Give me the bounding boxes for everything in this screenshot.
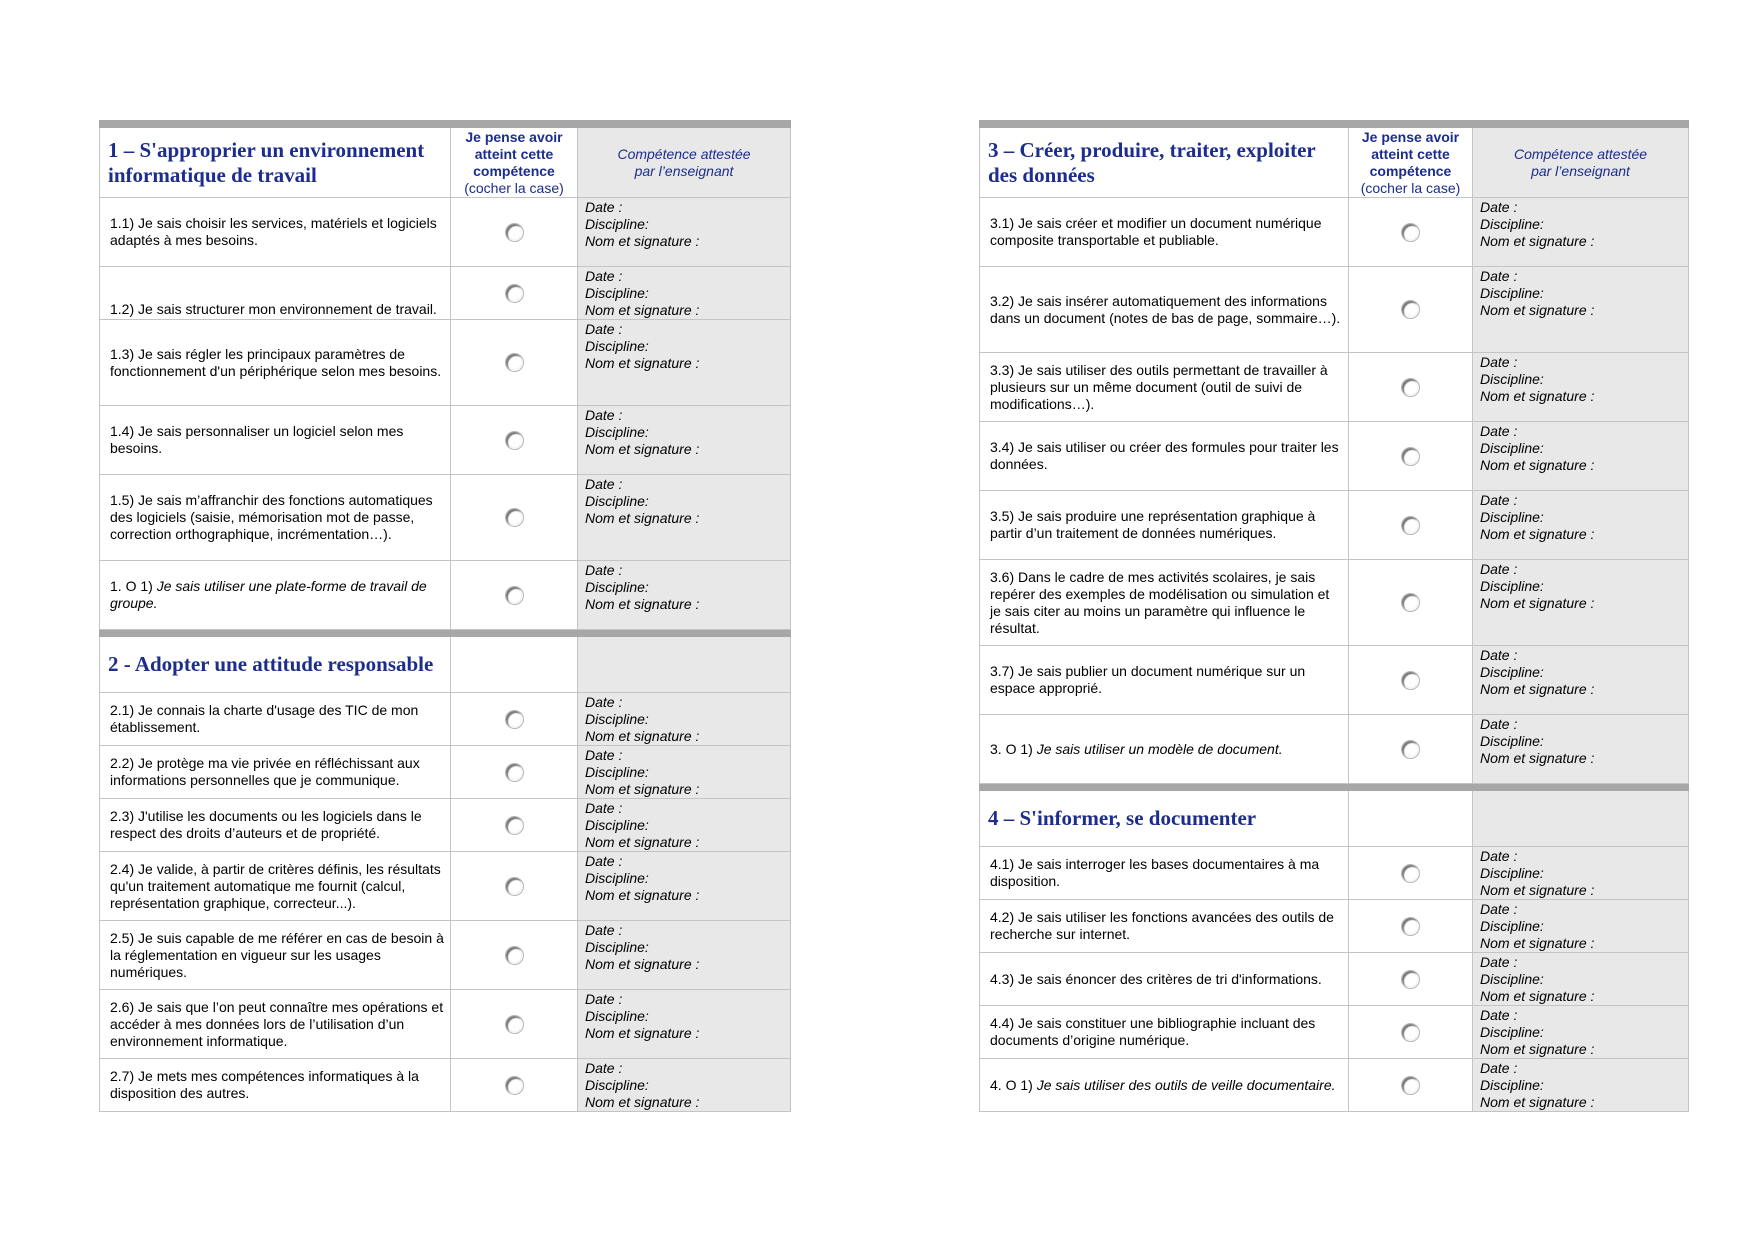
attested-header: Compétence attestée par l’enseignant xyxy=(578,128,791,198)
competence-2-6-radio[interactable] xyxy=(505,1015,524,1034)
competence-2-4-radio[interactable] xyxy=(505,877,524,896)
attestation-2-7: Date : Discipline: Nom et signature : xyxy=(578,1059,791,1112)
right-column xyxy=(979,120,1688,1112)
competence-3-7-radio[interactable] xyxy=(1401,671,1420,690)
competence-3-5: 3.5) Je sais produire une représentation graphique à partir d’un traitement de données numériques. xyxy=(980,491,1349,560)
competence-3-1: 3.1) Je sais créer et modifier un document numérique composite transportable et publiable. xyxy=(980,198,1349,267)
attestation-4-o1: Date : Discipline: Nom et signature : xyxy=(1473,1059,1689,1112)
competence-1-1: 1.1) Je sais choisir les services, matériels et logiciels adaptés à mes besoins. xyxy=(100,198,451,267)
section-3-title: 3 – Créer, produire, traiter, exploiter des données xyxy=(980,128,1349,198)
attestation-2-4: Date : Discipline: Nom et signature : xyxy=(578,852,791,921)
attestation-2-3: Date : Discipline: Nom et signature : xyxy=(578,799,791,852)
attestation-3-2: Date : Discipline: Nom et signature : xyxy=(1473,267,1689,353)
competence-4-o1-radio[interactable] xyxy=(1401,1076,1420,1095)
attestation-3-4: Date : Discipline: Nom et signature : xyxy=(1473,422,1689,491)
competence-2-1: 2.1) Je connais la charte d'usage des TIC de mon établissement. xyxy=(100,693,451,746)
attested-header-right: Compétence attestée par l’enseignant xyxy=(1473,128,1689,198)
competence-1-4-radio[interactable] xyxy=(505,431,524,450)
attestation-2-1: Date : Discipline: Nom et signature : xyxy=(578,693,791,746)
attestation-1-3: Date : Discipline: Nom et signature : xyxy=(578,320,791,406)
competence-4-2: 4.2) Je sais utiliser les fonctions avancées des outils de recherche sur internet. xyxy=(980,900,1349,953)
attestation-4-3: Date : Discipline: Nom et signature : xyxy=(1473,953,1689,1006)
competence-1-3: 1.3) Je sais régler les principaux paramètres de fonctionnement d'un périphérique selon mes besoins. xyxy=(100,320,451,406)
attestation-3-1: Date : Discipline: Nom et signature : xyxy=(1473,198,1689,267)
competence-2-4: 2.4) Je valide, à partir de critères définis, les résultats qu'un traitement automatique me fournit (calcul, représentation graphique, correcteur...). xyxy=(100,852,451,921)
attestation-3-o1: Date : Discipline: Nom et signature : xyxy=(1473,715,1689,784)
competence-3-o1-radio[interactable] xyxy=(1401,740,1420,759)
attestation-1-o1: Date : Discipline: Nom et signature : xyxy=(578,561,791,630)
section-4-title: 4 – S'informer, se documenter xyxy=(980,791,1349,847)
competence-4-2-radio[interactable] xyxy=(1401,917,1420,936)
competence-1-5-radio[interactable] xyxy=(505,508,524,527)
left-column xyxy=(99,120,790,1112)
section-2-title: 2 - Adopter une attitude responsable xyxy=(100,637,451,693)
competence-1-3-radio[interactable] xyxy=(505,353,524,372)
competence-2-3-radio[interactable] xyxy=(505,816,524,835)
section-3-table xyxy=(979,120,1689,1112)
attestation-1-2: Date : Discipline: Nom et signature : xyxy=(578,267,791,320)
competence-3-4: 3.4) Je sais utiliser ou créer des formules pour traiter les données. xyxy=(980,422,1349,491)
attestation-1-5: Date : Discipline: Nom et signature : xyxy=(578,475,791,561)
competence-4-4-radio[interactable] xyxy=(1401,1023,1420,1042)
competence-2-5-radio[interactable] xyxy=(505,946,524,965)
competence-2-3: 2.3) J'utilise les documents ou les logiciels dans le respect des droits d’auteurs et de propriété. xyxy=(100,799,451,852)
competence-3-7: 3.7) Je sais publier un document numérique sur un espace approprié. xyxy=(980,646,1349,715)
attestation-4-1: Date : Discipline: Nom et signature : xyxy=(1473,847,1689,900)
competence-3-6-radio[interactable] xyxy=(1401,593,1420,612)
attestation-2-5: Date : Discipline: Nom et signature : xyxy=(578,921,791,990)
competence-2-6: 2.6) Je sais que l’on peut connaître mes opérations et accéder à mes données lors de l’utilisation d’un environnement informatique. xyxy=(100,990,451,1059)
competence-1-4: 1.4) Je sais personnaliser un logiciel selon mes besoins. xyxy=(100,406,451,475)
competence-1-1-radio[interactable] xyxy=(505,223,524,242)
competence-3-2-radio[interactable] xyxy=(1401,300,1420,319)
self-check-header: Je pense avoir atteint cette compétence (cocher la case) xyxy=(451,128,578,198)
self-check-header-right: Je pense avoir atteint cette compétence (cocher la case) xyxy=(1349,128,1473,198)
competence-2-2: 2.2) Je protège ma vie privée en réfléchissant aux informations personnelles que je communique. xyxy=(100,746,451,799)
competence-4-3: 4.3) Je sais énoncer des critères de tri d'informations. xyxy=(980,953,1349,1006)
competence-4-1: 4.1) Je sais interroger les bases documentaires à ma disposition. xyxy=(980,847,1349,900)
competence-2-5: 2.5) Je suis capable de me référer en cas de besoin à la réglementation en vigueur sur les usages numériques. xyxy=(100,921,451,990)
competence-3-4-radio[interactable] xyxy=(1401,447,1420,466)
competence-1-5: 1.5) Je sais m’affranchir des fonctions automatiques des logiciels (saisie, mémorisation mot de passe, correction orthographique, incrémentation…). xyxy=(100,475,451,561)
competence-2-1-radio[interactable] xyxy=(505,710,524,729)
attestation-4-4: Date : Discipline: Nom et signature : xyxy=(1473,1006,1689,1059)
competence-1-2-radio[interactable] xyxy=(505,284,524,303)
competence-3-1-radio[interactable] xyxy=(1401,223,1420,242)
attestation-1-4: Date : Discipline: Nom et signature : xyxy=(578,406,791,475)
attestation-4-2: Date : Discipline: Nom et signature : xyxy=(1473,900,1689,953)
attestation-2-6: Date : Discipline: Nom et signature : xyxy=(578,990,791,1059)
competence-2-7: 2.7) Je mets mes compétences informatiques à la disposition des autres. xyxy=(100,1059,451,1112)
competence-4-4: 4.4) Je sais constituer une bibliographie incluant des documents d’origine numérique. xyxy=(980,1006,1349,1059)
competence-2-2-radio[interactable] xyxy=(505,763,524,782)
attestation-3-6: Date : Discipline: Nom et signature : xyxy=(1473,560,1689,646)
competence-3-6: 3.6) Dans le cadre de mes activités scolaires, je sais repérer des exemples de modélisation ou simulation et je sais citer au moins un paramètre qui influence le résultat. xyxy=(980,560,1349,646)
competence-1-o1: 1. O 1) Je sais utiliser une plate-forme de travail de groupe. xyxy=(100,561,451,630)
competence-3-3: 3.3) Je sais utiliser des outils permettant de travailler à plusieurs sur un même document (outil de suivi de modifications…). xyxy=(980,353,1349,422)
attestation-3-3: Date : Discipline: Nom et signature : xyxy=(1473,353,1689,422)
competence-2-7-radio[interactable] xyxy=(505,1076,524,1095)
competence-4-3-radio[interactable] xyxy=(1401,970,1420,989)
competence-4-1-radio[interactable] xyxy=(1401,864,1420,883)
attestation-3-7: Date : Discipline: Nom et signature : xyxy=(1473,646,1689,715)
competence-1-2: 1.2) Je sais structurer mon environnement de travail. xyxy=(100,267,451,320)
attestation-2-2: Date : Discipline: Nom et signature : xyxy=(578,746,791,799)
competence-3-2: 3.2) Je sais insérer automatiquement des informations dans un document (notes de bas de page, sommaire…). xyxy=(980,267,1349,353)
attestation-3-5: Date : Discipline: Nom et signature : xyxy=(1473,491,1689,560)
competence-3-o1: 3. O 1) Je sais utiliser un modèle de document. xyxy=(980,715,1349,784)
attestation-1-1: Date : Discipline: Nom et signature : xyxy=(578,198,791,267)
competence-1-o1-radio[interactable] xyxy=(505,586,524,605)
section-1-title: 1 – S'approprier un environnement informatique de travail xyxy=(100,128,451,198)
competence-3-3-radio[interactable] xyxy=(1401,378,1420,397)
section-1-table xyxy=(99,120,791,1112)
competence-4-o1: 4. O 1) Je sais utiliser des outils de veille documentaire. xyxy=(980,1059,1349,1112)
competence-3-5-radio[interactable] xyxy=(1401,516,1420,535)
